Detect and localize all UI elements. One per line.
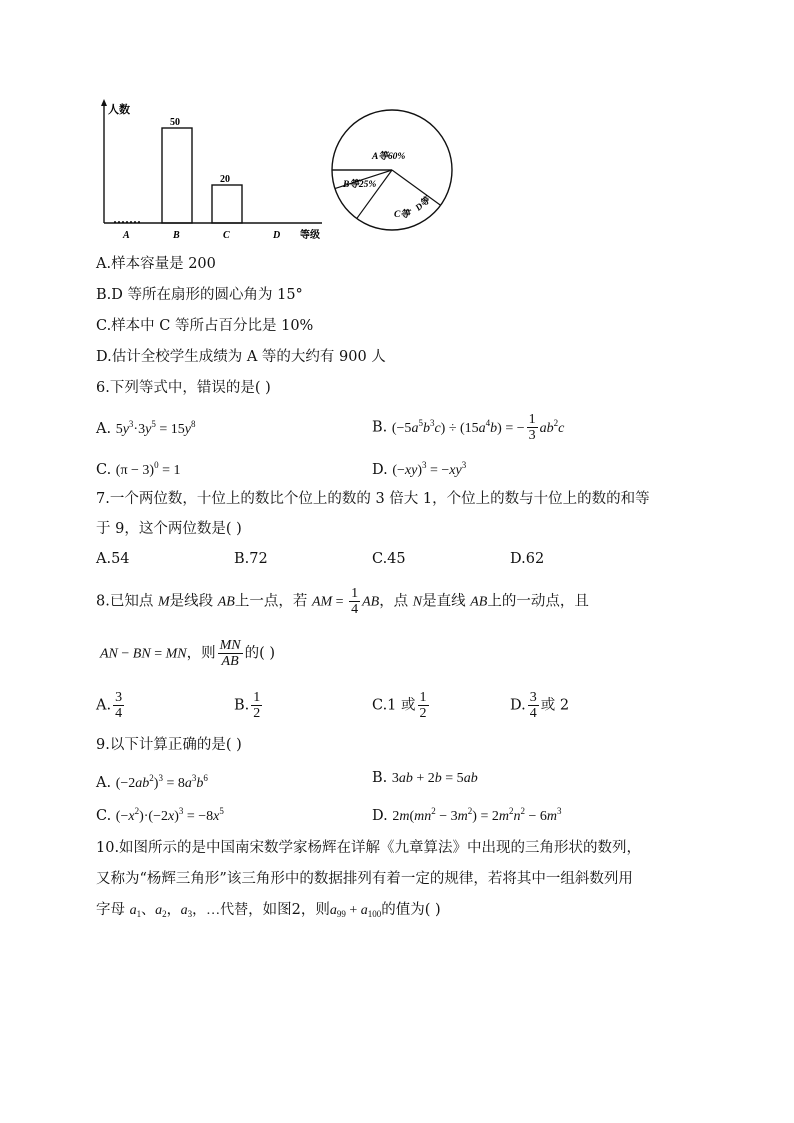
pie-label-d: D等: [413, 195, 432, 213]
q10-line3: 字母 $a_1$、$a_2$，$a_3$，…代替，如图2，则$a_{99} + a_{100}$的值为( ): [96, 902, 441, 919]
x-tick-label: D: [273, 230, 281, 241]
q10-text: 的值为( ): [381, 902, 441, 918]
q7-option-d: D.62: [510, 551, 545, 567]
pie-label-c: C等: [394, 210, 410, 220]
bar-value-label: 50: [170, 117, 180, 128]
q7-stem-line1: 7.一个两位数，十位上的数比个位上的数的 3 倍大 1，个位上的数与十位上的数的和等: [96, 491, 650, 507]
option-label: A.: [96, 775, 112, 791]
q7-option-c: C.45: [372, 551, 406, 567]
q8-text: 上的一动点，且: [487, 593, 589, 610]
q7-option-b: B.72: [234, 551, 268, 567]
pie-label-a: A等60%: [372, 152, 406, 162]
q8-text: 是直线: [422, 593, 471, 610]
q10-line1: 10.如图所示的是中国南宋数学家杨辉在详解《九章算法》中出现的三角形状的数列，: [96, 840, 642, 856]
q8-option-b: B. $\frac{1}{2}$: [234, 690, 261, 721]
q7-stem-line2: 于 9，这个两位数是( ): [96, 521, 242, 537]
q8-text: 或 2: [540, 697, 570, 714]
pie-label-b: B等25%: [343, 180, 377, 190]
q9-stem: 9.以下计算正确的是( ): [96, 737, 242, 753]
q6-stem: 6.下列等式中，错误的是( ): [96, 380, 271, 396]
q5-option-a: A.样本容量是 200: [96, 256, 216, 272]
q8-text: 是线段: [169, 593, 218, 610]
option-label: A.: [96, 697, 112, 714]
q8-text: 的( ): [244, 645, 276, 662]
option-label: B.: [372, 770, 388, 786]
bar-c: [212, 185, 242, 223]
q10-line2: 又称为“杨辉三角形”该三角形中的数据排列有着一定的规律，若将其中一组斜数列用: [96, 871, 633, 887]
pie-slice-boundary: [357, 170, 392, 219]
bar-chart: [101, 99, 322, 241]
q5-option-b: B.D 等所在扇形的圆心角为 15°: [96, 287, 303, 303]
x-axis-label: 等级: [300, 230, 320, 241]
option-label: D.: [372, 808, 388, 824]
statistics-figure: [90, 95, 470, 245]
q8-text: 上一点，若: [234, 593, 312, 610]
q10-text: ，如图2，则: [248, 902, 330, 918]
x-tick-label: A: [123, 230, 130, 241]
bar-b: [162, 128, 192, 223]
pie-slice-boundary: [392, 170, 441, 205]
q8-text: 8.已知点: [96, 593, 158, 610]
q9-option-c: C. $(-x^2)\cdot(-2x)^3 = -8x^5$: [96, 806, 224, 824]
q8-option-c: C.1 或 $\frac{1}{2}$: [372, 690, 427, 721]
option-label: C.: [96, 808, 112, 824]
q9-option-a: A. $(-2ab^2)^3 = 8a^3b^6$: [96, 773, 208, 791]
q6-option-c: C. $(\pi - 3)^0 = 1$: [96, 460, 181, 478]
option-label: B.: [234, 697, 250, 714]
option-label: D.: [510, 697, 526, 714]
q7-option-a: A.54: [96, 551, 130, 567]
x-tick-label: C: [223, 230, 230, 241]
option-label: A.: [96, 421, 112, 437]
q8-option-a: A. $\frac{3}{4}$: [96, 690, 123, 721]
q8-text: ，点: [379, 593, 413, 610]
q8-stem-line2: AN − BN = MN，则 $\frac{MN}{AB}$ 的( ): [100, 638, 276, 669]
y-axis-label: 人数: [108, 104, 130, 116]
x-tick-label: B: [173, 230, 180, 241]
y-axis-arrow: [101, 99, 107, 106]
option-label: C.: [96, 462, 112, 478]
pie-chart: [332, 110, 452, 230]
q10-text: 字母: [96, 902, 125, 918]
option-label: B.: [372, 419, 388, 436]
q6-option-a: A. $5y^3\cdot 3y^5 = 15y^8$: [96, 419, 196, 437]
q6-option-b: B. $(-5a^5b^3c) \div (15a^4b)$ = − $\frac{1}{3}$ $ab^2c$: [372, 412, 565, 443]
bar-value-label: 20: [220, 174, 230, 185]
q8-option-d: D. $\frac{3}{4}$ 或 2: [510, 690, 570, 721]
q5-option-c: C.样本中 C 等所占百分比是 10%: [96, 318, 314, 334]
q9-option-d: D. $2m(mn^2 - 3m^2) = 2m^2n^2 - 6m^3$: [372, 806, 562, 824]
q6-option-d: D. $(-xy)^3 = -xy^3$: [372, 460, 467, 478]
q9-option-b: B. 3ab + 2b = 5ab: [372, 770, 478, 786]
option-label: C.1 或: [372, 697, 416, 714]
q8-text: ，则: [186, 645, 216, 662]
q5-option-d: D.估计全校学生成绩为 A 等的大约有 900 人: [96, 349, 386, 365]
q8-stem-line1: 8.已知点 M是线段 AB上一点，若 AM = $\frac{1}{4}$ AB，点 N是直线 AB上的一动点，且: [96, 586, 589, 617]
option-label: D.: [372, 462, 388, 478]
